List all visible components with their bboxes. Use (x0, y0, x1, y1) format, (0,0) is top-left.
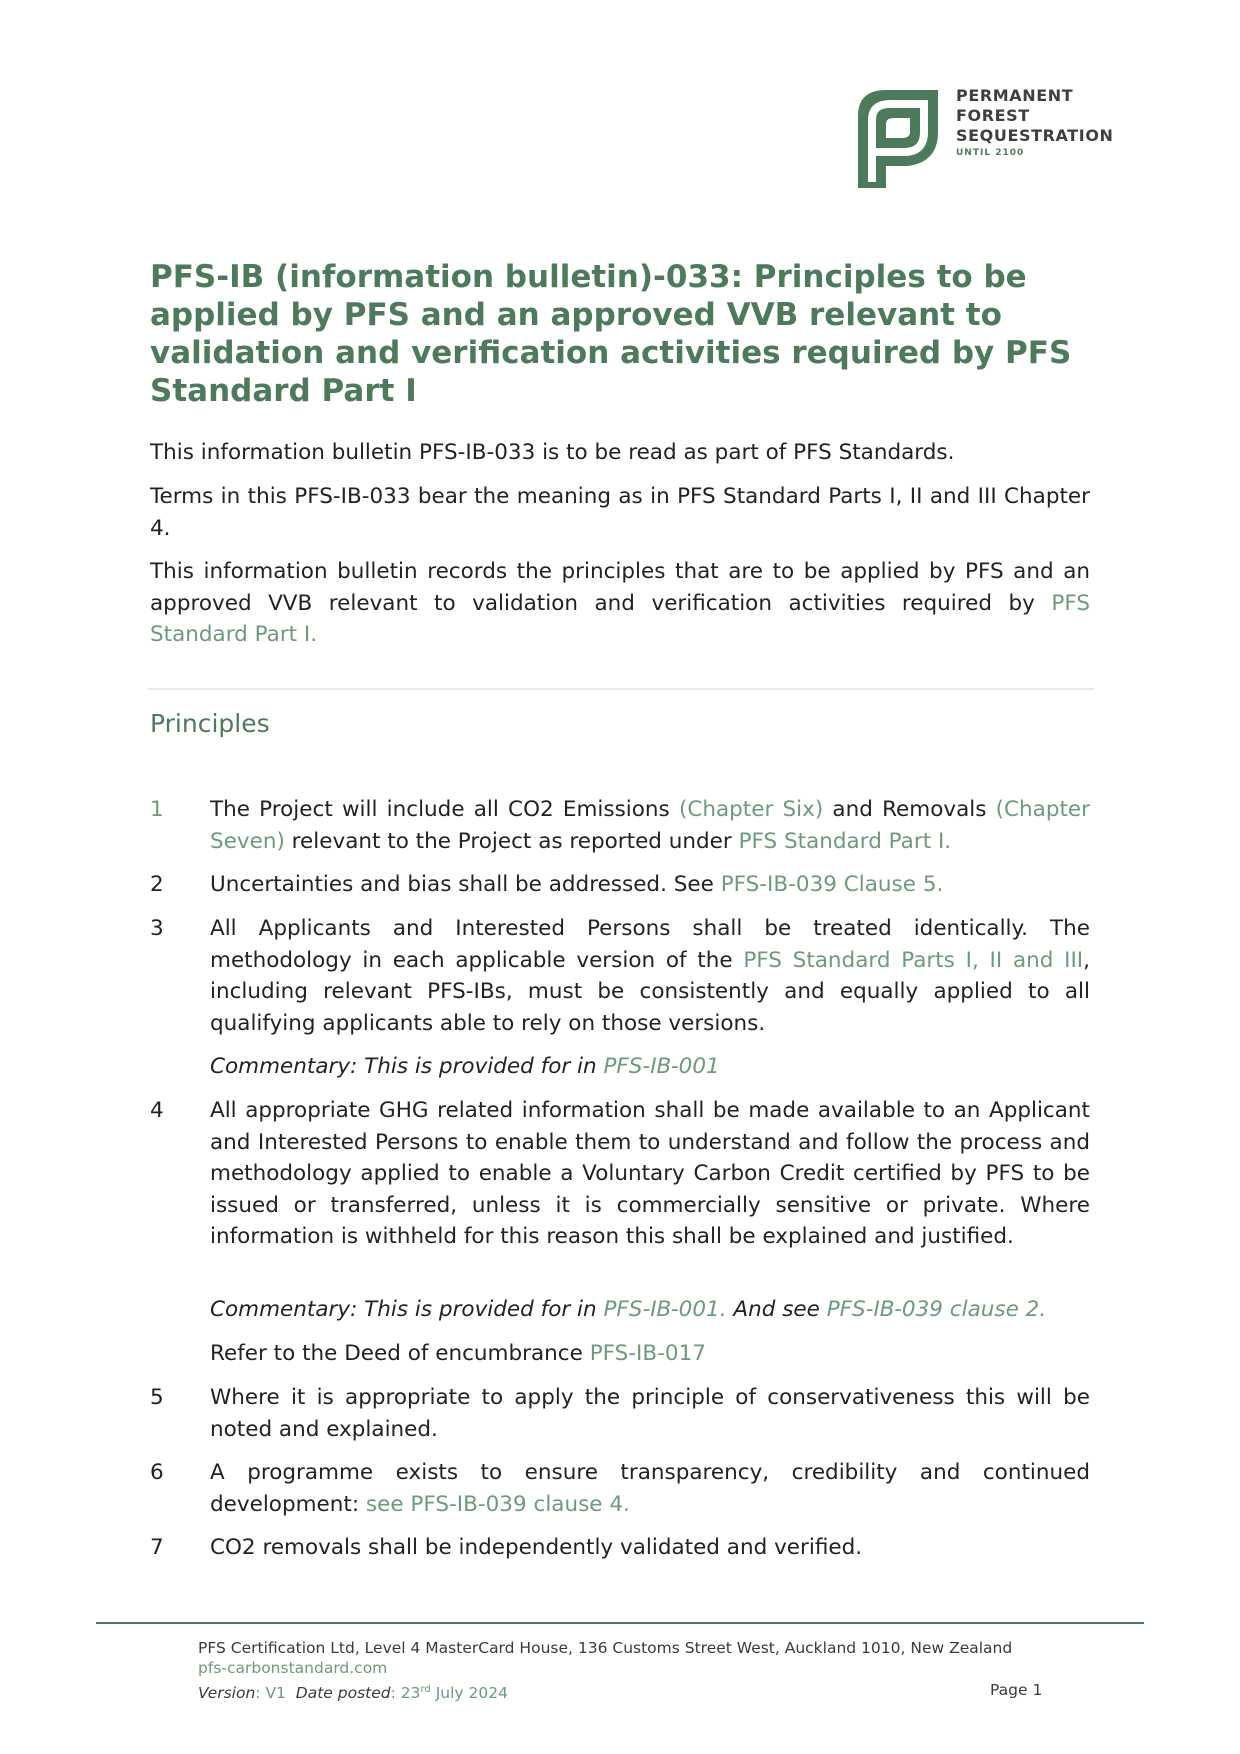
item-2-number: 2 (150, 872, 164, 897)
intro-paragraph-1: This information bulletin PFS-IB-033 is to be read as part of PFS Standards. (150, 440, 955, 465)
item-4-text: All appropriate GHG related information shall be made available to an Applicant and Interested Persons to enable them to understand and follow the process and methodology applied to enable a Voluntary Carbon Credit certified by PFS to be issued or transferred, unless it is commercially sensitive or private. Where information is withheld for this reason this shall be explained and justified. (210, 1098, 1090, 1249)
item-4-commentary-mid: And see (726, 1297, 827, 1322)
version-value: : V1 (255, 1684, 286, 1703)
intro-paragraph-3 (150, 556, 1090, 651)
item-1-number: 1 (150, 797, 164, 822)
footer-address: PFS Certification Ltd, Level 4 MasterCard House, 136 Customs Street West, Auckland 1010, New Zealand (198, 1639, 1013, 1657)
date-suffix: rd (420, 1684, 431, 1695)
pfs-logo-icon (852, 86, 944, 192)
logo-line-1: PERMANENT (956, 86, 1074, 105)
item-3-commentary (210, 1051, 1090, 1083)
item-3-number: 3 (150, 916, 164, 941)
pfs-ib-039-clause-5-link[interactable]: PFS-IB-039 Clause 5. (720, 872, 944, 897)
footer-rule (96, 1622, 1144, 1624)
item-7-text: CO2 removals shall be independently validated and verified. (210, 1535, 863, 1560)
item-2-text (210, 869, 1090, 901)
item-6-text-a: A programme exists to ensure transparency, credibility and continued development: (210, 1460, 1090, 1517)
pfs-standard-parts-link[interactable]: PFS Standard Parts I, II and III (743, 947, 1084, 973)
pfs-ib-039-clause-2-link[interactable]: PFS-IB-039 clause 2. (826, 1297, 1047, 1322)
page-number: Page 1 (990, 1681, 1043, 1699)
chapter-seven-link[interactable]: (Chapter Seven) (210, 797, 1090, 854)
intro-paragraph-3-text: This information bulletin records the principles that are to be applied by PFS and an approved VVB relevant to validation and verification activities required by (150, 559, 1090, 616)
chapter-six-link[interactable]: (Chapter Six) (678, 797, 824, 822)
document-title: PFS-IB (information bulletin)-033: Principles to be applied by PFS and an approved VVB relevant to validation and verification activities required by PFS Standard Part I (150, 259, 1072, 409)
date-value (391, 1684, 508, 1702)
item-7-number: 7 (150, 1535, 164, 1560)
item-4-commentary-text: Commentary: This is provided for in (210, 1297, 604, 1322)
item-4-pfs-ib-001-link[interactable]: PFS-IB-001. (603, 1297, 727, 1322)
item-1-pfs-standard-part-i-link[interactable]: PFS Standard Part I. (738, 828, 952, 854)
pfs-logo (852, 86, 1132, 196)
footer-website-link[interactable]: pfs-carbonstandard.com (198, 1659, 388, 1677)
footer-version (198, 1680, 508, 1703)
item-4-number: 4 (150, 1098, 164, 1123)
item-1-text (210, 794, 1090, 857)
date-prefix: : 23 (390, 1684, 421, 1703)
item-6-text (210, 1457, 1090, 1520)
pfs-standard-part-i-link[interactable]: PFS Standard Part I. (150, 590, 1090, 647)
item-1-text-c: relevant to the Project as reported under (284, 828, 739, 854)
intro-paragraph-2: Terms in this PFS-IB-033 bear the meaning as in PFS Standard Parts I, II and III Chapter 4. (150, 484, 1090, 541)
version-label: Version (198, 1684, 256, 1703)
item-4-refer-text: Refer to the Deed of encumbrance (210, 1341, 590, 1366)
logo-wordmark (956, 86, 1114, 160)
item-4-refer (210, 1338, 1090, 1370)
logo-line-2: FOREST (956, 106, 1030, 125)
date-label: Date posted (295, 1684, 391, 1703)
item-5-text: Where it is appropriate to apply the principle of conservativeness this will be noted and explained. (210, 1385, 1090, 1442)
item-3-text-b: , including relevant PFS-IBs, must be consistently and equally applied to all qualifying applicants able to rely on those versions. (210, 947, 1090, 1036)
logo-tagline: UNTIL 2100 (956, 148, 1025, 158)
pfs-ib-017-link[interactable]: PFS-IB-017 (589, 1341, 706, 1366)
item-3-commentary-text: Commentary: This is provided for in (210, 1054, 604, 1079)
section-divider (148, 688, 1094, 690)
item-1-text-a: The Project will include all CO2 Emissions (210, 797, 679, 822)
principles-heading: Principles (150, 709, 270, 738)
item-5-number: 5 (150, 1385, 164, 1410)
pfs-ib-039-clause-4-link[interactable]: see PFS-IB-039 clause 4. (365, 1491, 630, 1517)
item-3-text-a: All Applicants and Interested Persons shall be treated identically. The methodology in each applicable version of the (210, 916, 1090, 973)
item-4-commentary (210, 1294, 1090, 1326)
item-6-number: 6 (150, 1460, 164, 1485)
item-2-text-a: Uncertainties and bias shall be addressed. See (210, 872, 721, 897)
date-rest: July 2024 (430, 1684, 508, 1703)
logo-line-3: SEQUESTRATION (956, 126, 1114, 145)
item-1-text-b: and Removals (823, 797, 996, 822)
pfs-ib-001-link[interactable]: PFS-IB-001 (603, 1054, 720, 1079)
item-3-text (210, 913, 1090, 1039)
